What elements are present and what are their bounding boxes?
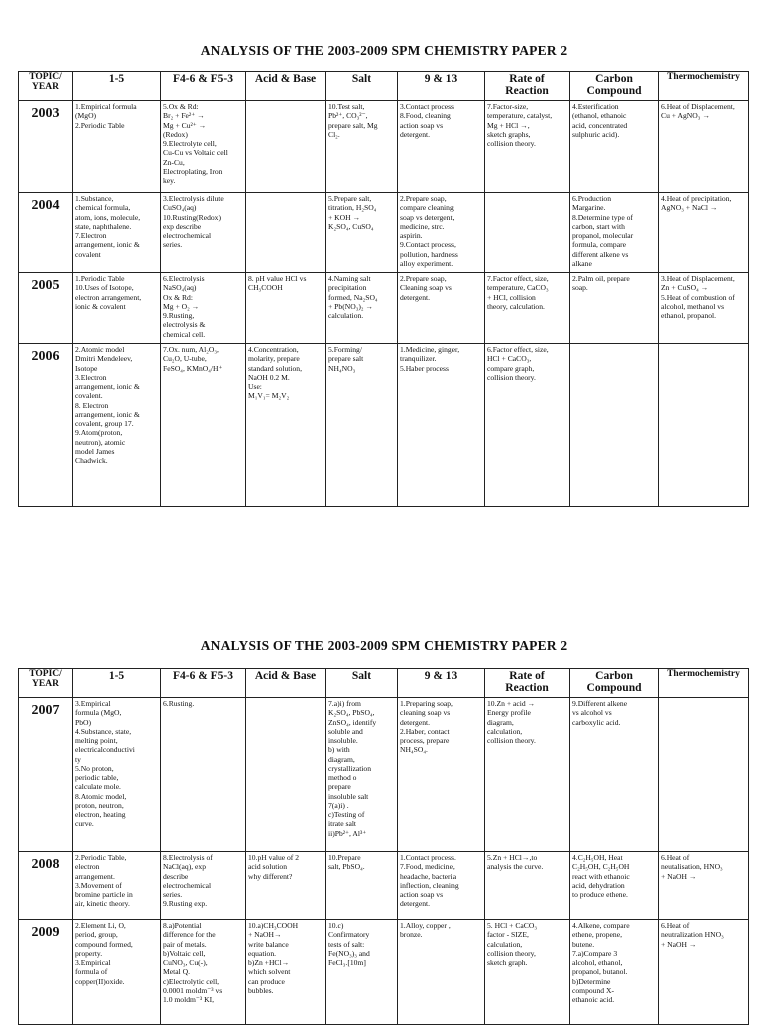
table-row <box>19 101 749 193</box>
topic-cell <box>246 101 326 193</box>
topic-cell: 2.Element Li, O, period, group, compound formed, property. 3.Empirical formula of copper(II)oxide. <box>73 920 161 1025</box>
header-salt: Salt <box>326 669 398 698</box>
topic-cell: 1.Substance, chemical formula, atom, ions, molecule, state, naphthalene. 7.Electron arrangement, ionic & covalent <box>73 193 161 273</box>
year-cell: 2005 <box>19 273 73 344</box>
table-row <box>19 273 749 344</box>
header-rate-of-reaction: Rate of Reaction <box>485 669 570 698</box>
topic-cell: 1.Empirical formula (MgO) 2.Periodic Table <box>73 101 161 193</box>
topic-cell: 5.Prepare salt, titration, H₂SO₄ + KOH → K₂SO₄, CuSO₄ <box>326 193 398 273</box>
topic-cell: 8. pH value HCl vs CH₃COOH <box>246 273 326 344</box>
topic-cell: 1.Preparing soap, cleaning soap vs detergent. 2.Haber, contact process, prepare NH₄SO₄. <box>398 698 485 852</box>
topic-cell: 6.Electrolysis NaSO₄(aq) Ox & Rd: Mg + O₂ → 9.Rusting, electrolysis & chemical cell. <box>161 273 246 344</box>
topic-cell: 7.Ox. num, Al₂O₃, Cu₂O, U-tube, FeSO₄, KMnO₄/H⁺ <box>161 344 246 507</box>
header-salt: Salt <box>326 72 398 101</box>
header-acid-base: Acid & Base <box>246 72 326 101</box>
year-cell: 2008 <box>19 852 73 920</box>
analysis-table-2003-2006 <box>18 71 749 507</box>
header-topic-year: TOPIC/ YEAR <box>19 669 73 698</box>
topic-cell: 1.Periodic Table 10.Uses of Isotope, electron arrangement, ionic & covalent <box>73 273 161 344</box>
topic-cell: 5.Forming/ prepare salt NH₄NO₃ <box>326 344 398 507</box>
topic-cell: 6.Heat of neutalisation, HNO₃ + NaOH → <box>659 852 749 920</box>
topic-cell: 10.a)CH₃COOH + NaOH→ write balance equation. b)Zn +HCl→ which solvent can produce bubbles. <box>246 920 326 1025</box>
topic-cell <box>246 193 326 273</box>
table-header-row <box>19 72 749 101</box>
header-rate-of-reaction: Rate of Reaction <box>485 72 570 101</box>
year-cell: 2007 <box>19 698 73 852</box>
header-topic-year: TOPIC/ YEAR <box>19 72 73 101</box>
header-thermochemistry: Thermochemistry <box>659 72 749 101</box>
topic-cell: 2.Periodic Table, electron arrangement. 3.Movement of bromine particle in air, kinetic theory. <box>73 852 161 920</box>
topic-cell <box>246 698 326 852</box>
topic-cell: 6.Heat of neutralization HNO₃ + NaOH → <box>659 920 749 1025</box>
header-f4-6-f5-3: F4-6 & F5-3 <box>161 72 246 101</box>
topic-cell: 4.Heat of precipitation, AgNO₃ + NaCl → <box>659 193 749 273</box>
header-1-5: 1-5 <box>73 72 161 101</box>
table-row <box>19 193 749 273</box>
topic-cell: 6.Factor effect, size, HCl + CaCO₃, compare graph, collision theory. <box>485 344 570 507</box>
header-f4-6-f5-3: F4-6 & F5-3 <box>161 669 246 698</box>
table-header-row <box>19 669 749 698</box>
topic-cell: 3.Heat of Displacement, Zn + CuSO₄ → 5.Heat of combustion of alcohol, methanol vs ethanol, propanol. <box>659 273 749 344</box>
topic-cell: 3.Contact process 8.Food, cleaning action soap vs detergent. <box>398 101 485 193</box>
header-1-5: 1-5 <box>73 669 161 698</box>
topic-cell: 2.Prepare soap, compare cleaning soap vs detergent, medicine, strc. aspirin. 9.Contact process, pollution, hardness alloy experiment. <box>398 193 485 273</box>
table-row <box>19 698 749 852</box>
header-carbon-compound: Carbon Compound <box>570 669 659 698</box>
topic-cell: 2.Prepare soap, Cleaning soap vs detergent. <box>398 273 485 344</box>
topic-cell <box>659 698 749 852</box>
topic-cell <box>485 193 570 273</box>
topic-cell: 10.Prepare salt, PbSO₄. <box>326 852 398 920</box>
topic-cell: 4.Alkene, compare ethene, propene, butene. 7.a)Compare 3 alcohol, ethanol, propanol, butanol. b)Determine compound X- ethanoic acid. <box>570 920 659 1025</box>
topic-cell: 4.Naming salt precipitation formed, Na₂SO₄ + Pb(NO₃)₂ → calculation. <box>326 273 398 344</box>
topic-cell: 1.Alloy, copper , bronze. <box>398 920 485 1025</box>
year-cell: 2009 <box>19 920 73 1025</box>
topic-cell: 8.Electrolysis of NaCl(aq), exp describe electrochemical series. 9.Rusting exp. <box>161 852 246 920</box>
topic-cell: 5. HCl + CaCO₃ factor - SIZE, calculation, collision theory, sketch graph. <box>485 920 570 1025</box>
topic-cell: 1.Contact process. 7.Food, medicine, headache, bacteria inflection, cleaning action soap vs detergent. <box>398 852 485 920</box>
topic-cell: 6.Rusting. <box>161 698 246 852</box>
topic-cell: 2.Atomic model Dmitri Mendeleev, Isotope 3.Electron arrangement, ionic & covalent. 8. Electron arrangement, ionic & covalent, group 17. 9.Atom(proton, neutron), atomic model James Chadwick. <box>73 344 161 507</box>
year-cell: 2004 <box>19 193 73 273</box>
table-row <box>19 852 749 920</box>
topic-cell: 7.a)i) from K₂SO₄, PbSO₄, ZnSO₄, identify soluble and insoluble. b) with diagram, crystallization method o prepare insoluble salt 7(a)i) . c)Testing of itrate salt ii)Pb²⁺, Al³⁺ <box>326 698 398 852</box>
topic-cell: 5.Zn + HCl→,to analysis the curve. <box>485 852 570 920</box>
topic-cell: 9.Different alkene vs alcohol vs carboxylic acid. <box>570 698 659 852</box>
topic-cell: 4.C₂H₅OH, Heat C₂H₅OH, C₂H₅OH react with ethanoic acid, dehydration to produce ethene. <box>570 852 659 920</box>
table-row <box>19 344 749 507</box>
topic-cell: 2.Palm oil, prepare soap. <box>570 273 659 344</box>
page-title-top: ANALYSIS OF THE 2003-2009 SPM CHEMISTRY PAPER 2 <box>200 43 568 58</box>
topic-cell <box>659 344 749 507</box>
analysis-table-2007-2009 <box>18 668 749 1025</box>
topic-cell: 10.pH value of 2 acid solution why different? <box>246 852 326 920</box>
topic-cell: 4.Concentration, molarity, prepare standard solution, NaOH 0.2 M. Use: M₁V₁= M₂V₂ <box>246 344 326 507</box>
topic-cell: 10.c) Confirmatory tests of salt: Fe(NO₃)₃ and FeCl₃.[10m] <box>326 920 398 1025</box>
header-9-13: 9 & 13 <box>398 669 485 698</box>
topic-cell: 3.Electrolysis dilute CuSO₄(aq) 10.Rusting(Redox) exp describe electrochemical series. <box>161 193 246 273</box>
header-thermochemistry: Thermochemistry <box>659 669 749 698</box>
topic-cell: 3.Empirical formula (MgO, PbO) 4.Substance, state, melting point, electricalconductivi ty 5.No proton, periodic table, calculate mole. 8.Atomic model, proton, neutron, electron, heating curve. <box>73 698 161 852</box>
page-title-bottom: ANALYSIS OF THE 2003-2009 SPM CHEMISTRY PAPER 2 <box>200 638 568 653</box>
topic-cell: 1.Medicine, ginger, tranquilizer. 5.Haber process <box>398 344 485 507</box>
header-9-13: 9 & 13 <box>398 72 485 101</box>
topic-cell: 10.Test salt, Pb²⁺, CO₃²⁻, prepare salt, Mg Cl₂. <box>326 101 398 193</box>
topic-cell: 5.Ox & Rd: Br₂ + Fe²⁺ → Mg + Cu²⁺ → (Redox) 9.Electrolyte cell, Cu-Cu vs Voltaic cell Zn-Cu, Electroplating, Iron key. <box>161 101 246 193</box>
topic-cell: 8.a)Potential difference for the pair of metals. b)Voltaic cell, CuNO₃, Cu(-), Metal Q. c)Electrolytic cell, 0.0001 moldm⁻³ vs 1.0 moldm⁻³ KI, <box>161 920 246 1025</box>
topic-cell: 7.Factor-size, temperature, catalyst, Mg + HCl →, sketch graphs, collision theory. <box>485 101 570 193</box>
year-cell: 2006 <box>19 344 73 507</box>
topic-cell: 6.Heat of Displacement, Cu + AgNO₃ → <box>659 101 749 193</box>
topic-cell: 6.Production Margarine. 8.Determine type of carbon, start with propanol, molecular formula, compare different alkene vs alkane <box>570 193 659 273</box>
topic-cell: 10.Zn + acid → Energy profile diagram, calculation, collision theory. <box>485 698 570 852</box>
year-cell: 2003 <box>19 101 73 193</box>
header-carbon-compound: Carbon Compound <box>570 72 659 101</box>
table-row <box>19 920 749 1025</box>
topic-cell: 7.Factor effect, size, temperature, CaCO₃ + HCl, collision theory, calculation. <box>485 273 570 344</box>
topic-cell <box>570 344 659 507</box>
header-acid-base: Acid & Base <box>246 669 326 698</box>
topic-cell: 4.Esterification (ethanol, ethanoic acid, concentrated sulphuric acid). <box>570 101 659 193</box>
